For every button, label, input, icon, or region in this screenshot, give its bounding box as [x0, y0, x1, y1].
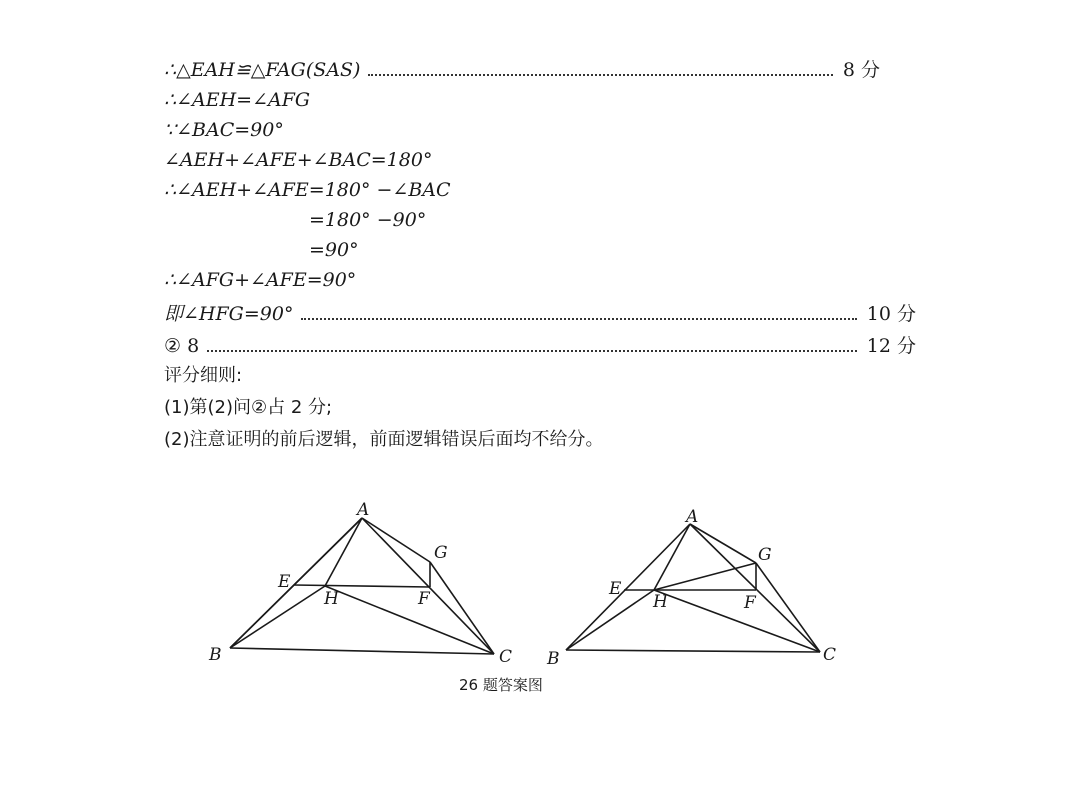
segment-AB [566, 524, 690, 650]
proof-line-1: ∴△EAH≌△FAG(SAS) 8 分 [164, 59, 880, 81]
label-A: A [357, 500, 370, 520]
grading-rules-heading: 评分细则: [164, 365, 243, 386]
right-figure [566, 524, 820, 652]
label-G: G [434, 543, 448, 563]
proof-line-7: =90° [309, 239, 359, 261]
proof-line-8: ∴∠AFG+∠AFE=90° [164, 269, 357, 291]
proof-line-10: ② 8 12 分 [164, 335, 916, 357]
label-E: E [609, 579, 622, 599]
segment-AC [690, 524, 820, 652]
label-H: H [653, 592, 668, 612]
segment-BH2 [230, 586, 325, 648]
grading-rule-2: (2)注意证明的前后逻辑，前面逻辑错误后面均不给分。 [164, 429, 604, 450]
label-H: H [324, 589, 339, 609]
figure-caption: 26 题答案图 [459, 676, 543, 694]
grading-rule-1: (1)第(2)问②占 2 分; [164, 397, 333, 418]
segment-AH [654, 524, 690, 590]
segment-HC [325, 586, 494, 654]
left-figure [230, 518, 494, 654]
segment-GC [756, 563, 820, 652]
segment-BC [230, 648, 494, 654]
leader-dots [207, 349, 857, 352]
score-12: 12 分 [866, 335, 916, 357]
label-C: C [499, 647, 513, 667]
label-B: B [209, 645, 222, 665]
label-F: F [418, 589, 430, 609]
leader-dots [368, 73, 832, 76]
segment-AH [325, 518, 362, 586]
left-figure-labels [208, 500, 512, 667]
proof-line-4: ∠AEH+∠AFE+∠BAC=180° [164, 149, 433, 171]
leader-dots [301, 317, 856, 320]
proof-line-3: ∵∠BAC=90° [164, 119, 284, 141]
segment-EF [294, 585, 430, 587]
segment-AG [362, 518, 430, 562]
label-A: A [686, 507, 699, 527]
proof-line-2: ∴∠AEH=∠AFG [164, 89, 311, 111]
segment-BH [566, 590, 654, 650]
score-8: 8 分 [842, 59, 880, 81]
proof-line-5: ∴∠AEH+∠AFE=180° −∠BAC [164, 179, 451, 201]
segment-HG [654, 563, 756, 590]
geometry-figures [0, 480, 1080, 680]
label-G: G [758, 545, 772, 565]
segment-BC [566, 650, 820, 652]
segment-GC [430, 562, 494, 654]
label-B: B [547, 649, 560, 669]
label-F: F [744, 593, 756, 613]
label-E: E [278, 572, 291, 592]
proof-line-6: =180° −90° [309, 209, 427, 231]
right-figure-labels [546, 507, 836, 669]
segment-BH [230, 518, 362, 648]
segment-HC [654, 590, 820, 652]
score-10: 10 分 [866, 303, 916, 325]
label-C: C [823, 645, 837, 665]
proof-line-9: 即∠HFG=90° 10 分 [164, 303, 916, 325]
